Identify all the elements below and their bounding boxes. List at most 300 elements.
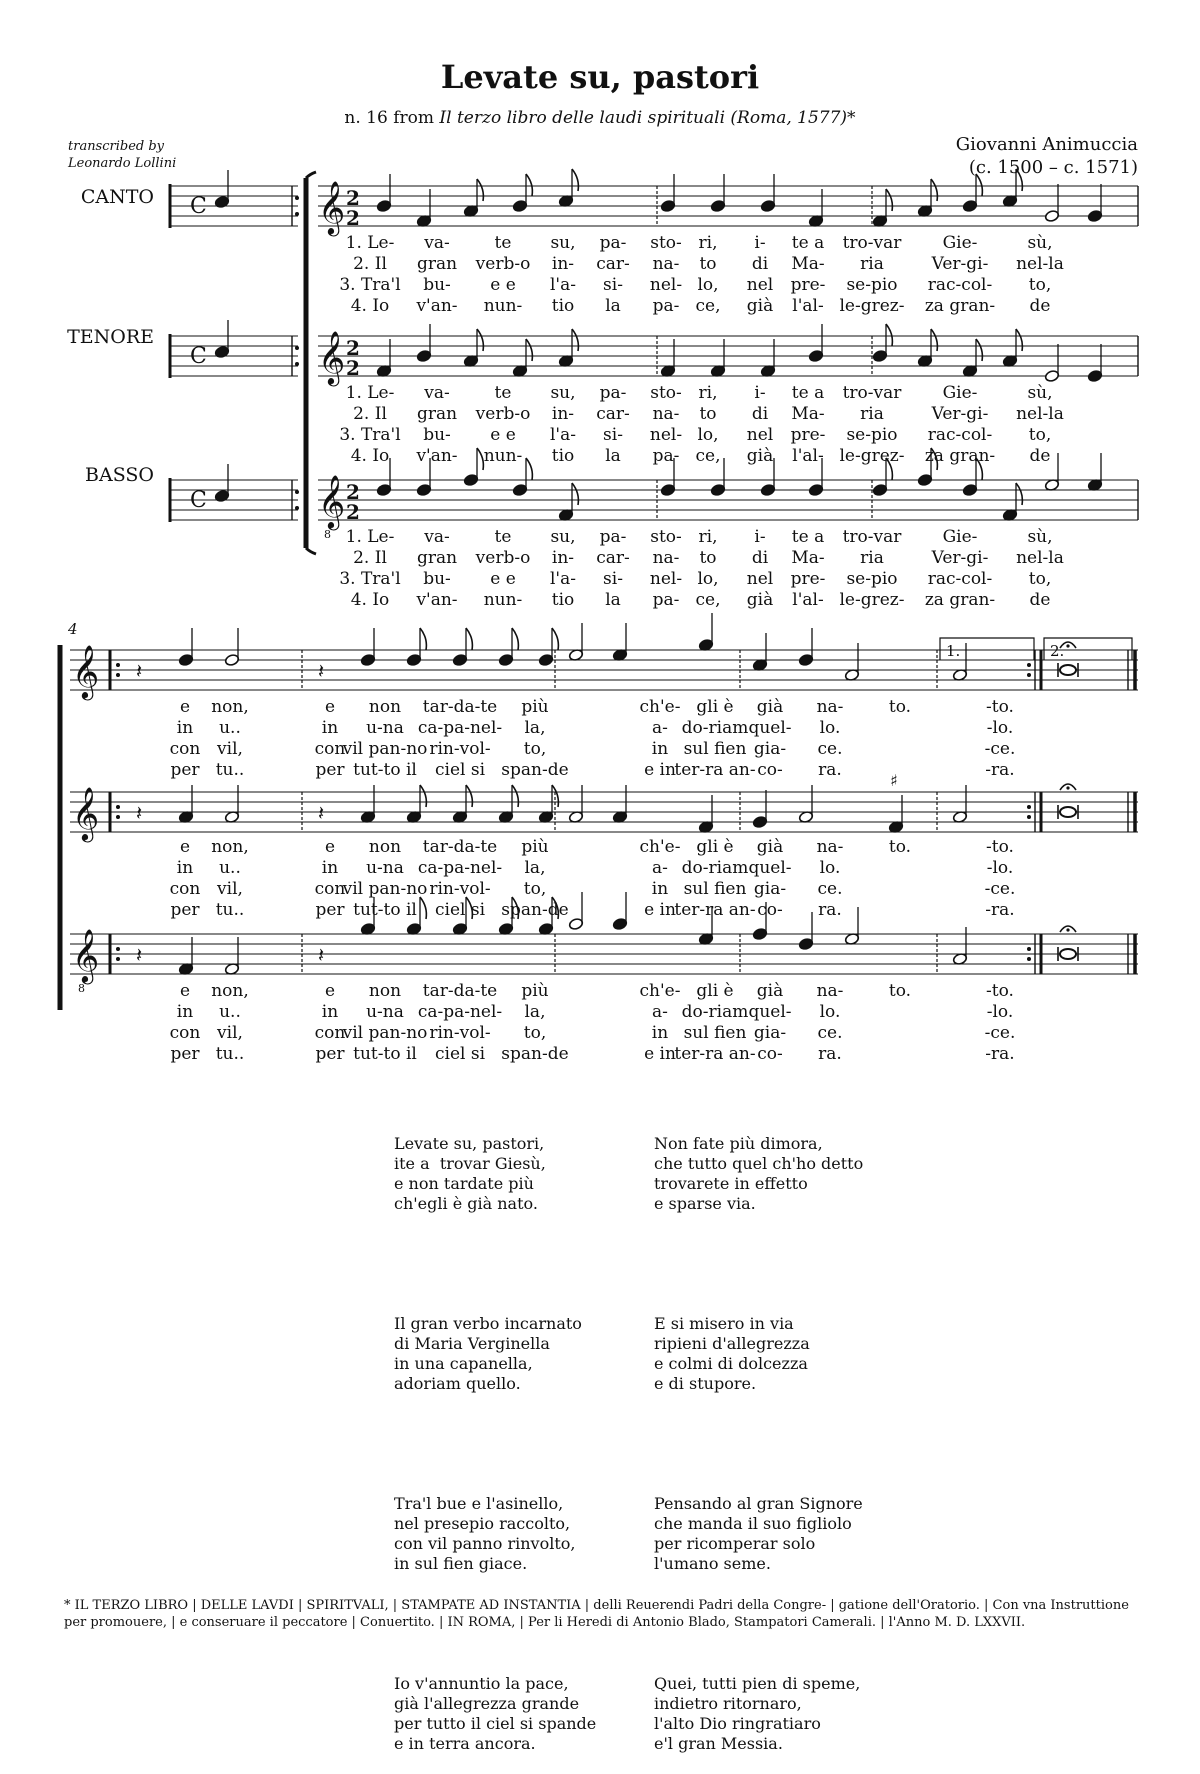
- treble-clef-octave: 8: [78, 982, 85, 995]
- lyric-syllable: -ce.: [984, 1023, 1016, 1043]
- lyric-syllable: con: [169, 1023, 201, 1043]
- lyric-syllable: su,: [550, 527, 576, 547]
- lyric-syllable: e: [324, 981, 336, 1001]
- lyric-syllable: sto-: [650, 383, 682, 403]
- lyric-syllable: ch'e-: [639, 697, 681, 717]
- composer-name: Giovanni Animuccia: [955, 134, 1138, 155]
- lyric-syllable: to,: [1028, 569, 1052, 589]
- lyric-syllable: -to.: [986, 981, 1014, 1001]
- lyric-syllable: 2. Il: [353, 548, 387, 568]
- lyric-syllable: na-: [816, 697, 844, 717]
- lyric-syllable: span-de: [501, 900, 569, 920]
- lyric-syllable: ria: [860, 404, 884, 424]
- incipit-basso-dot1: [295, 490, 299, 494]
- lyric-syllable: de: [1029, 590, 1051, 610]
- lyric-syllable: nun-: [483, 446, 523, 466]
- lyric-syllable: più: [521, 981, 549, 1001]
- lyric-syllable: sul fien: [683, 739, 747, 759]
- lyric-syllable: la: [605, 296, 621, 316]
- lyric-syllable: tut-to il: [353, 1044, 417, 1064]
- lyric-syllable: sù,: [1027, 383, 1053, 403]
- lyric-syllable: la: [605, 446, 621, 466]
- lyric-syllable: to,: [523, 1023, 547, 1043]
- lyric-syllable: pa-: [599, 527, 627, 547]
- lyric-syllable: non,: [211, 837, 249, 857]
- lyric-syllable: ce,: [695, 590, 721, 610]
- lyric-syllable: rin-vol-: [429, 1023, 491, 1043]
- lyric-syllable: gran: [416, 548, 458, 568]
- lyric-syllable: i-: [754, 527, 766, 547]
- lyric-syllable: tu..: [215, 760, 245, 780]
- lyric-syllable: car-: [596, 254, 630, 274]
- lyric-syllable: ciel si: [434, 1044, 486, 1064]
- poem-right-column: [654, 1094, 863, 1774]
- lyric-syllable: to.: [888, 697, 912, 717]
- lyric-syllable: to,: [1028, 425, 1052, 445]
- lyric-syllable: ciel si: [434, 900, 486, 920]
- poem-left-column: [394, 1094, 596, 1774]
- note-flag: [477, 329, 483, 351]
- lyric-syllable: na-: [816, 981, 844, 1001]
- lyric-syllable: ch'e-: [639, 981, 681, 1001]
- lyric-syllable: tar-da-te: [422, 697, 498, 717]
- time-signature-top: 2: [346, 336, 360, 360]
- lyric-syllable: vil,: [217, 1023, 243, 1043]
- lyric-syllable: tio: [551, 446, 575, 466]
- lyric-syllable: già: [756, 981, 784, 1001]
- note-flag: [1016, 483, 1022, 505]
- lyric-syllable: verb-o: [475, 404, 531, 424]
- lyric-syllable: gran: [416, 254, 458, 274]
- lyric-syllable: te a: [791, 233, 825, 253]
- note-flag: [552, 628, 558, 650]
- lyric-syllable: pre-: [790, 569, 826, 589]
- incipit-tenore-mensuration: C: [190, 344, 207, 369]
- lyric-syllable: to,: [1028, 275, 1052, 295]
- lyric-syllable: to: [699, 254, 717, 274]
- lyric-syllable: le-grez-: [839, 296, 905, 316]
- lyric-syllable: la,: [524, 1002, 546, 1022]
- lyric-syllable: la,: [524, 718, 546, 738]
- lyric-syllable: tro-var: [842, 527, 902, 547]
- lyric-syllable: gli è: [696, 837, 734, 857]
- lyric-syllable: to.: [888, 837, 912, 857]
- lyric-syllable: la: [605, 590, 621, 610]
- lyric-syllable: pa-: [599, 383, 627, 403]
- lyric-syllable: ce.: [817, 1023, 843, 1043]
- lyric-syllable: bu-: [423, 425, 451, 445]
- lyric-syllable: na-: [652, 254, 680, 274]
- quarter-rest: 𝄽: [136, 943, 143, 967]
- lyric-syllable: in: [651, 1023, 669, 1043]
- lyric-syllable: va-: [424, 233, 450, 253]
- note-flag: [572, 483, 578, 505]
- lyric-syllable: a-: [652, 858, 668, 878]
- lyric-syllable: -lo.: [986, 1002, 1014, 1022]
- part-label-basso: BASSO: [85, 464, 154, 486]
- lyric-syllable: te: [494, 383, 512, 403]
- treble-clef: 𝄞: [72, 786, 100, 840]
- lyric-syllable: ri,: [698, 233, 718, 253]
- final-breve: [1060, 665, 1076, 675]
- lyric-syllable: tar-da-te: [422, 837, 498, 857]
- note-flag: [886, 189, 892, 211]
- repeat-dot: [1027, 815, 1031, 819]
- repeat-dot: [116, 815, 120, 819]
- lyric-syllable: u-na: [366, 858, 404, 878]
- lyric-syllable: na-: [652, 404, 680, 424]
- lyric-syllable: rin-vol-: [429, 739, 491, 759]
- lyric-syllable: le-grez-: [839, 590, 905, 610]
- lyric-syllable: pre-: [790, 275, 826, 295]
- lyric-syllable: te a: [791, 527, 825, 547]
- incipit-canto-dot2: [295, 212, 299, 216]
- lyric-syllable: di: [751, 404, 769, 424]
- lyric-syllable: tu..: [215, 900, 245, 920]
- poem-stanza-6: E si misero in via ripieni d'allegrezza e colmi di dolcezza e di stupore.: [654, 1314, 810, 1393]
- lyric-syllable: l'a-: [550, 425, 576, 445]
- note-flag: [931, 179, 937, 201]
- lyric-syllable: co-: [757, 760, 783, 780]
- lyric-syllable: e in: [644, 1044, 676, 1064]
- quarter-rest: 𝄽: [136, 801, 143, 825]
- lyric-syllable: non,: [211, 697, 249, 717]
- lyric-syllable: a-: [652, 718, 668, 738]
- repeat-dot: [1027, 947, 1031, 951]
- lyric-syllable: co-: [757, 1044, 783, 1064]
- lyric-syllable: l'al-: [792, 446, 824, 466]
- note-flag: [526, 174, 532, 196]
- lyric-syllable: di: [751, 548, 769, 568]
- lyric-syllable: vil pan-no: [342, 879, 428, 899]
- treble-clef: 𝄞: [318, 330, 346, 384]
- note-flag: [526, 458, 532, 480]
- lyric-syllable: -to.: [986, 697, 1014, 717]
- lyric-syllable: e: [179, 981, 191, 1001]
- lyric-syllable: ca-pa-nel-: [417, 718, 503, 738]
- poem-stanza-4: Io v'annuntio la pace, già l'allegrezza grande per tutto il ciel si spande e in terra ancora.: [394, 1674, 597, 1753]
- lyric-syllable: to: [699, 404, 717, 424]
- note-flag: [1016, 169, 1022, 191]
- lyric-syllable: se-pio: [846, 425, 898, 445]
- lyric-syllable: car-: [596, 548, 630, 568]
- lyric-syllable: v'an-: [416, 590, 458, 610]
- lyric-syllable: to,: [523, 879, 547, 899]
- piece-title: Levate su, pastori: [440, 58, 760, 96]
- lyric-syllable: in: [651, 879, 669, 899]
- quarter-rest: 𝄽: [318, 801, 325, 825]
- lyric-syllable: ca-pa-nel-: [417, 1002, 503, 1022]
- incipit-tenore-dot2: [295, 362, 299, 366]
- quarter-rest: 𝄽: [318, 943, 325, 967]
- lyric-syllable: -ra.: [985, 760, 1015, 780]
- time-signature-top: 2: [346, 186, 360, 210]
- transcriber-line1: transcribed by: [68, 139, 165, 154]
- lyric-syllable: 3. Tra'l: [339, 569, 401, 589]
- lyric-syllable: 4. Io: [350, 296, 390, 316]
- note-flag: [420, 897, 426, 919]
- lyric-syllable: già: [746, 296, 774, 316]
- lyric-syllable: nel-: [649, 275, 683, 295]
- lyric-syllable: nun-: [483, 590, 523, 610]
- lyric-syllable: gran: [416, 404, 458, 424]
- lyric-syllable: l'al-: [792, 296, 824, 316]
- lyric-syllable: ter-ra an-: [674, 1044, 756, 1064]
- note-flag: [976, 339, 982, 361]
- lyric-syllable: tar-da-te: [422, 981, 498, 1001]
- lyric-syllable: ri,: [698, 383, 718, 403]
- treble-clef: 𝄞: [72, 644, 100, 698]
- note-flag: [477, 179, 483, 201]
- lyric-syllable: co-: [757, 900, 783, 920]
- lyric-syllable: tro-var: [842, 233, 902, 253]
- lyric-syllable: in: [176, 858, 194, 878]
- lyric-syllable: in-: [551, 254, 575, 274]
- lyric-syllable: Gie-: [942, 527, 978, 547]
- note-flag: [512, 785, 518, 807]
- lyric-syllable: e: [179, 837, 191, 857]
- poem-stanza-2: Il gran verbo incarnato di Maria Verginella in una capanella, adoriam quello.: [394, 1314, 582, 1393]
- lyric-syllable: tio: [551, 296, 575, 316]
- time-signature-top: 2: [346, 480, 360, 504]
- lyric-syllable: più: [521, 837, 549, 857]
- system-bracket-top: [306, 172, 316, 178]
- note-flag: [512, 628, 518, 650]
- lyric-syllable: Ver-gi-: [931, 548, 989, 568]
- lyric-syllable: in-: [551, 548, 575, 568]
- lyric-syllable: -ce.: [984, 879, 1016, 899]
- lyric-syllable: e in: [644, 760, 676, 780]
- lyric-syllable: se-pio: [846, 569, 898, 589]
- fermata-dot: [1066, 644, 1069, 647]
- lyric-syllable: -ra.: [985, 900, 1015, 920]
- incipit-tenore-dot1: [295, 346, 299, 350]
- poem-stanza-3: Tra'l bue e l'asinello, nel presepio raccolto, con vil panno rinvolto, in sul fien giace.: [394, 1494, 576, 1573]
- lyric-syllable: ce.: [817, 879, 843, 899]
- lyric-syllable: ra.: [818, 760, 842, 780]
- lyric-syllable: lo.: [819, 858, 841, 878]
- lyric-syllable: nel-: [649, 425, 683, 445]
- fermata-dot: [1066, 786, 1069, 789]
- lyric-syllable: nel-la: [1016, 404, 1064, 424]
- lyric-syllable: Ma-: [791, 548, 825, 568]
- lyric-syllable: per: [315, 1044, 345, 1064]
- lyric-syllable: con: [314, 1023, 346, 1043]
- lyric-syllable: sul fien: [683, 1023, 747, 1043]
- lyric-syllable: per: [170, 900, 200, 920]
- lyric-syllable: e: [324, 697, 336, 717]
- lyric-syllable: u..: [219, 718, 241, 738]
- quarter-rest: 𝄽: [318, 659, 325, 683]
- lyric-syllable: sto-: [650, 527, 682, 547]
- lyric-syllable: e e: [490, 275, 516, 295]
- lyric-syllable: nel-: [649, 569, 683, 589]
- treble-clef: 𝄞: [318, 474, 346, 528]
- note-flag: [466, 628, 472, 650]
- lyric-syllable: sul fien: [683, 879, 747, 899]
- subtitle-prefix: n. 16 from: [344, 108, 440, 128]
- lyric-syllable: e e: [490, 425, 516, 445]
- lyric-syllable: v'an-: [416, 296, 458, 316]
- time-signature-bottom: 2: [346, 500, 360, 524]
- lyric-syllable: ce,: [695, 296, 721, 316]
- lyric-syllable: ter-ra an-: [674, 900, 756, 920]
- lyric-syllable: tio: [551, 590, 575, 610]
- lyric-syllable: i-: [754, 233, 766, 253]
- final-breve: [1060, 949, 1076, 959]
- lyric-syllable: i-: [754, 383, 766, 403]
- lyric-syllable: e e: [490, 569, 516, 589]
- lyric-syllable: vil pan-no: [342, 739, 428, 759]
- note-flag: [931, 329, 937, 351]
- volta-first-label: 1.: [946, 642, 961, 660]
- lyric-syllable: gia-: [753, 1023, 787, 1043]
- lyric-syllable: quel-: [748, 1002, 792, 1022]
- lyric-syllable: in: [321, 858, 339, 878]
- lyric-syllable: de: [1029, 446, 1051, 466]
- lyric-syllable: 1. Le-: [345, 233, 395, 253]
- sharp-accidental: ♯: [890, 771, 898, 790]
- lyric-syllable: u-na: [366, 1002, 404, 1022]
- lyric-syllable: in-: [551, 404, 575, 424]
- lyric-syllable: do-riam: [681, 718, 749, 738]
- lyric-syllable: con: [314, 879, 346, 899]
- footnote: * IL TERZO LIBRO | DELLE LAVDI | SPIRITVALI, | STAMPATE AD INSTANTIA | delli Reuerendi Padri della Congre- | gatione dell'Oratorio. | Con vna Instruttione per promouere, | e conseruare il peccatore | Conuertito. | IN ROMA, | Per li Heredi di Antonio Blado, Stampatori Camerali. | l'Anno M. D. LXXVII.: [64, 1598, 1129, 1630]
- lyric-syllable: do-riam: [681, 858, 749, 878]
- treble-clef: 𝄞: [318, 180, 346, 234]
- lyric-syllable: ra.: [818, 1044, 842, 1064]
- lyric-syllable: gia-: [753, 879, 787, 899]
- lyric-syllable: 4. Io: [350, 446, 390, 466]
- lyric-syllable: ce.: [817, 739, 843, 759]
- lyric-syllable: u..: [219, 858, 241, 878]
- lyric-syllable: gli è: [696, 981, 734, 1001]
- lyric-syllable: rac-col-: [927, 425, 993, 445]
- lyric-syllable: rin-vol-: [429, 879, 491, 899]
- lyric-syllable: e: [324, 837, 336, 857]
- lyric-syllable: va-: [424, 383, 450, 403]
- lyric-syllable: de: [1029, 296, 1051, 316]
- lyric-syllable: l'a-: [550, 275, 576, 295]
- lyric-syllable: ciel si: [434, 760, 486, 780]
- lyric-syllable: l'al-: [792, 590, 824, 610]
- lyric-syllable: sù,: [1027, 233, 1053, 253]
- lyric-syllable: tut-to il: [353, 900, 417, 920]
- lyric-syllable: lo,: [697, 425, 719, 445]
- lyric-syllable: to.: [888, 981, 912, 1001]
- lyric-syllable: pa-: [652, 446, 680, 466]
- lyric-syllable: to: [699, 548, 717, 568]
- lyric-syllable: Ma-: [791, 404, 825, 424]
- lyric-syllable: gia-: [753, 739, 787, 759]
- lyric-syllable: ter-ra an-: [674, 760, 756, 780]
- lyric-syllable: lo.: [819, 1002, 841, 1022]
- lyric-syllable: ca-pa-nel-: [417, 858, 503, 878]
- lyric-syllable: 2. Il: [353, 254, 387, 274]
- lyric-syllable: Ver-gi-: [931, 404, 989, 424]
- part-label-canto: CANTO: [80, 186, 154, 208]
- lyric-syllable: rac-col-: [927, 569, 993, 589]
- lyric-syllable: do-riam: [681, 1002, 749, 1022]
- lyric-syllable: 4. Io: [350, 590, 390, 610]
- lyric-syllable: in: [321, 1002, 339, 1022]
- incipit-basso-dot2: [295, 506, 299, 510]
- lyric-syllable: non: [368, 697, 402, 717]
- lyric-syllable: vil,: [217, 739, 243, 759]
- part-label-tenore: TENORE: [67, 326, 154, 348]
- final-breve: [1060, 807, 1076, 817]
- lyric-syllable: 1. Le-: [345, 527, 395, 547]
- lyric-syllable: non: [368, 981, 402, 1001]
- lyric-syllable: si-: [603, 425, 623, 445]
- lyric-syllable: nel: [746, 569, 774, 589]
- lyric-syllable: le-grez-: [839, 446, 905, 466]
- lyric-syllable: -ce.: [984, 739, 1016, 759]
- lyric-syllable: v'an-: [416, 446, 458, 466]
- lyric-syllable: za gran-: [924, 590, 996, 610]
- note-flag: [976, 174, 982, 196]
- lyric-syllable: verb-o: [475, 254, 531, 274]
- lyric-syllable: va-: [424, 527, 450, 547]
- incipit-canto-mensuration: C: [190, 194, 207, 219]
- lyric-syllable: vil,: [217, 879, 243, 899]
- treble-clef: 𝄞: [72, 928, 100, 982]
- repeat-dot: [116, 947, 120, 951]
- lyric-syllable: ria: [860, 254, 884, 274]
- note-flag: [420, 785, 426, 807]
- transcriber-line2: Leonardo Lollini: [68, 156, 177, 171]
- lyric-syllable: per: [315, 900, 345, 920]
- note-flag: [886, 324, 892, 346]
- note-flag: [477, 448, 483, 470]
- lyric-syllable: vil pan-no: [342, 1023, 428, 1043]
- lyric-syllable: la,: [524, 858, 546, 878]
- lyric-syllable: rac-col-: [927, 275, 993, 295]
- lyric-syllable: con: [169, 739, 201, 759]
- lyric-syllable: già: [746, 590, 774, 610]
- lyric-syllable: in: [651, 739, 669, 759]
- lyric-syllable: per: [170, 760, 200, 780]
- lyric-syllable: tu..: [215, 1044, 245, 1064]
- repeat-dot: [1027, 663, 1031, 667]
- repeat-dot: [116, 663, 120, 667]
- lyric-syllable: 1. Le-: [345, 383, 395, 403]
- poem-stanza-8: Quei, tutti pien di speme, indietro ritornaro, l'alto Dio ringratiaro e'l gran Messia.: [654, 1674, 861, 1753]
- note-flag: [1016, 329, 1022, 351]
- lyric-syllable: nel: [746, 425, 774, 445]
- lyric-syllable: lo.: [819, 718, 841, 738]
- lyric-syllable: ce,: [695, 446, 721, 466]
- repeat-dot: [1027, 957, 1031, 961]
- lyric-syllable: za gran-: [924, 446, 996, 466]
- lyric-syllable: di: [751, 254, 769, 274]
- lyric-syllable: span-de: [501, 1044, 569, 1064]
- lyric-syllable: Gie-: [942, 233, 978, 253]
- lyric-syllable: per: [170, 1044, 200, 1064]
- note-flag: [420, 628, 426, 650]
- time-signature-bottom: 2: [346, 206, 360, 230]
- poem-stanza-7: Pensando al gran Signore che manda il suo figliolo per ricomperar solo l'umano seme.: [654, 1494, 863, 1573]
- lyric-syllable: quel-: [748, 718, 792, 738]
- lyric-syllable: per: [315, 760, 345, 780]
- time-signature-bottom: 2: [346, 356, 360, 380]
- lyric-syllable: sù,: [1027, 527, 1053, 547]
- lyric-syllable: 3. Tra'l: [339, 425, 401, 445]
- lyric-syllable: bu-: [423, 275, 451, 295]
- lyric-syllable: u-na: [366, 718, 404, 738]
- repeat-dot: [116, 673, 120, 677]
- lyric-syllable: lo,: [697, 275, 719, 295]
